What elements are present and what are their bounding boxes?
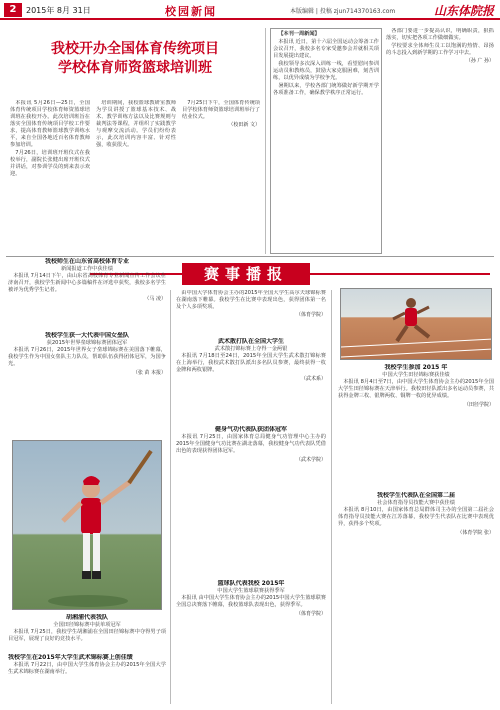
softball-photo [12, 440, 162, 610]
schedule-banner-label: 赛事播报 [203, 265, 288, 283]
column-rule [331, 290, 332, 704]
story-softball [8, 332, 166, 436]
notice-paragraph: 各部门要进一步提高认识，明确职责，狠抓落实，切实把各项工作做细做实。 [386, 28, 494, 41]
story-body: 本报讯 7月22日，由中国大学生体育协会主办的2015年全国大学生武术锦标赛在湖南举行。 [8, 662, 166, 675]
story-subtitle: 获2015年世界垒球锦标赛团体冠军 [46, 340, 128, 346]
story-body: 本报讯 7月25日，由国家体育总局健身气功管理中心主办的2015年全国健身气功比赛在湖北落幕，我校健身气功代表队凭借出色的表现获得团体冠军。 [176, 434, 326, 454]
notice-heading: 【本刊一周新闻】 [278, 31, 320, 37]
lead-headline-line2: 学校体育师资篮球培训班 [58, 60, 212, 76]
schedule-banner [182, 263, 310, 285]
story-track [338, 364, 494, 488]
story-title: 我校师生在山东省高校体育专业 [44, 258, 129, 265]
lead-signature: （校田新 文） [228, 122, 260, 128]
story-body: 本报讯 8月10日，由国家体育总局群体司主办的全国第二届社会体育指导员技能大赛在江苏落幕，我校学生代表队在比赛中表现优异，获得多个奖项。 [338, 507, 494, 527]
story-signature: （体育学院 张） [457, 530, 494, 536]
issue-date: 2015年 8月 31日 [26, 6, 91, 15]
story-title: 我校学生在2015年大学生武术锦标赛上创佳绩 [8, 654, 133, 661]
banner-rule-right [310, 273, 490, 275]
lead-col-3 [182, 100, 260, 250]
story-golf [176, 290, 326, 336]
lead-col-2 [96, 100, 176, 250]
story-signature: （马 凌） [144, 296, 166, 302]
notice-paragraph: 本报讯 近日，第十六届全国运动会筹备工作会议召开，我校多名专家受邀参会并就相关项目发展提出建议。 [273, 39, 379, 59]
section-divider [6, 256, 494, 257]
story-wushu [8, 654, 166, 704]
story-social-sport [338, 492, 494, 704]
story-title: 健身气功代表队获团体冠军 [214, 426, 287, 433]
story-signature: （武术系） [300, 376, 326, 382]
story-signature: （体育学院） [295, 611, 326, 617]
story-body: 由中国大学体育协会主办的2015年全国大学生高尔夫球锦标赛在湖南落下帷幕。我校学生在比赛中表现出色，获得团体第一名及个人多项奖项。 [176, 290, 326, 310]
lead-paragraph: 7月25日下午，全国体育传统项目学校体育师资篮球培训班举行了结业仪式。 [182, 100, 260, 120]
notice-box [270, 28, 382, 254]
story-body: 本报讯 7月26日，2015年世界女子垒球锦标赛在美国落下帷幕，我校学生作为中国女垒队主力队员，帮助队伍获得团体冠军，为国争光。 [8, 347, 166, 367]
story-title: 我校学生代表队在全国第二届 [376, 492, 455, 499]
notice-signature: （孙 广 孙） [465, 58, 494, 64]
story-body: 本报讯 由中国大学生体育协会主办的2015中国大学生篮球联赛全国总决赛落下帷幕，我校篮球队表现出色，获得季军。 [176, 595, 326, 608]
story-subtitle: 中国大学生篮球联赛获得季军 [217, 588, 285, 594]
story-body: 本报讯 7月14日下午，由山东省高校体育专业新闻宣传工作会议在济南召开，我校学生新闻中心多篇稿件在评选中获奖，我校多名学生被评为优秀学生记者。 [8, 273, 166, 293]
story-subtitle: 社会体育指导员技能大赛中获佳绩 [377, 500, 455, 506]
story-hammer [8, 614, 166, 650]
player-figure-icon [13, 441, 162, 610]
sprinter-photo [340, 288, 492, 360]
story-title: 胡湘浦代表我队 [65, 614, 108, 621]
story-title: 武术散打队在全国大学生 [217, 338, 284, 345]
column-rule [265, 28, 266, 254]
story-subtitle: 全国田径锦标赛中获单项冠军 [53, 622, 121, 628]
story-signature: （体育学院） [295, 312, 326, 318]
lead-paragraph: 7月26日，培训班开班仪式在我校举行，副院长张健出席开班仪式并讲话，对参训学员的到来表示欢迎。 [10, 150, 90, 177]
story-body: 本报讯 8月4日至7日，由中国大学生体育协会主办的2015年全国大学生田径锦标赛在天津举行。我校田径队派出多名运动员参赛，共获得金牌三枚、银牌两枚、铜牌一枚的优异成绩。 [338, 379, 494, 399]
story-body: 本报讯 7月18日至24日，2015年全国大学生武术散打锦标赛在上海举行，我校武术散打队派出多名队员参赛，最终获得一枚金牌和两枚银牌。 [176, 353, 326, 373]
lead-col-1 [10, 100, 90, 250]
story-body: 本报讯 7月25日，我校学生胡湘浦在全国田径锦标赛中夺得男子项目冠军，展现了良好的竞技水平。 [8, 629, 166, 642]
story-title: 篮球队代表我校 2015年 [217, 580, 285, 587]
story-subtitle: 武术散打锦标赛上夺得一金两银 [214, 346, 288, 352]
column-rule [170, 290, 171, 704]
lead-paragraph: 培训期间，我校篮球教研室教师为学员讲授了篮球基本技术、战术、教学训练方法以及比赛规则与裁判法等课程，并组织了实践教学与观摩交流活动。学员们纷纷表示，此次培训内容丰富、针对性强，收获很大。 [96, 100, 176, 148]
lead-headline-line1: 我校开办全国体育传统项目 [51, 41, 219, 57]
story-signature: （张 苗 本报） [132, 370, 166, 376]
page-number: 2 [4, 3, 22, 17]
editor-info: 本版编辑 | 投稿 zjun714370163.com [290, 8, 396, 15]
story-title: 我校学生参加 2015 年 [384, 364, 448, 371]
story-basketball [176, 580, 326, 704]
notice-paragraph: 我校领导多次深入训练一线，看望慰问参训运动员和教练员，鼓励大家克服困难，刻苦训练，以优异成绩为学校争光。 [273, 61, 379, 81]
masthead [0, 0, 500, 20]
lead-paragraph: 本报讯 5月26日—25日，全国体育传统项目学校体育师资篮球培训班在我校开办。此次培训班旨在落实全国体育传统项目学校工作要求，提高体育教师篮球教学训练水平，来自全国各地近百名体育教师参加培训。 [10, 100, 90, 148]
lead-headline [10, 40, 260, 78]
story-title: 我校学生获一大代表中国女垒队 [44, 332, 129, 339]
story-media-award [8, 258, 166, 328]
story-subtitle: 新闻报道工作中获佳绩 [61, 266, 113, 272]
section-title: 校园新闻 [165, 5, 217, 18]
notice-paragraph: 学校要求全体师生员工以饱满的热情、昂扬的斗志投入到新学期的工作学习中去。 [386, 43, 494, 56]
story-signature: （田径学院） [463, 402, 494, 408]
story-sanda [176, 338, 326, 424]
story-signature: （武术学院） [295, 457, 326, 463]
story-subtitle: 中国大学生田径锦标赛获佳绩 [382, 372, 450, 378]
runner-figure-icon [341, 289, 492, 360]
newspaper-logo: 山东体院报 [433, 4, 494, 18]
notice-col-right [386, 28, 494, 254]
story-qigong [176, 426, 326, 576]
notice-paragraph: 暑期以来，学校各部门统筹做好新学期开学各项准备工作，确保教学秩序正常运行。 [273, 83, 379, 96]
